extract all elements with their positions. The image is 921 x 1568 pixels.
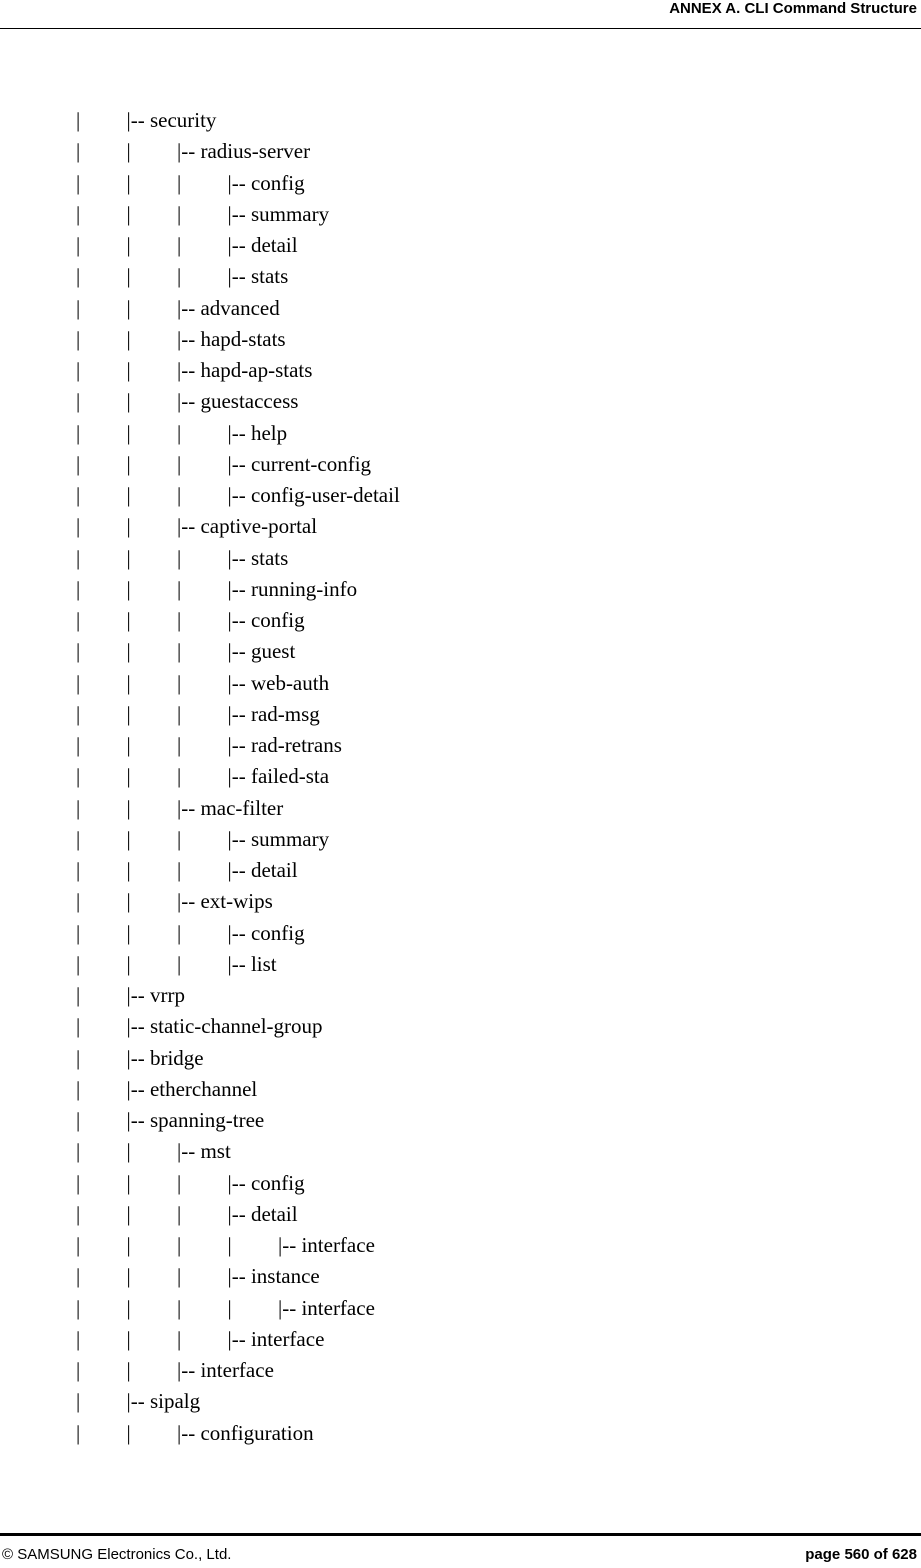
- tree-pipe: |: [76, 1201, 81, 1226]
- tree-pipe: |: [177, 639, 182, 664]
- tree-pipe: |: [76, 483, 81, 507]
- header-title: ANNEX A. CLI Command Structure: [669, 0, 917, 17]
- tree-branch-prefix: |--: [227, 1326, 251, 1351]
- tree-node-name: captive-portal: [200, 514, 318, 539]
- tree-pipe: |: [126, 576, 131, 601]
- tree-pipe: |: [177, 733, 182, 757]
- tree-pipe: |: [126, 326, 131, 351]
- tree-line: [0, 793, 921, 824]
- tree-branch-prefix: |--: [227, 858, 251, 882]
- tree-line: [0, 761, 921, 792]
- tree-line: [0, 918, 921, 949]
- tree-line: [0, 511, 921, 542]
- tree-branch-prefix: |--: [177, 295, 201, 320]
- tree-node-label: [127, 105, 217, 136]
- tree-branch-prefix: |--: [227, 483, 251, 507]
- tree-node-name: web-auth: [250, 670, 330, 695]
- tree-node-label: [228, 761, 330, 792]
- tree-pipe: |: [76, 826, 81, 851]
- tree-node-name: current-config: [250, 451, 372, 476]
- tree-branch-prefix: |--: [227, 701, 251, 726]
- tree-line: [0, 480, 921, 511]
- tree-pipe: |: [76, 1108, 81, 1132]
- tree-node-name: security: [149, 108, 217, 132]
- tree-node-name: bridge: [149, 1045, 204, 1070]
- tree-pipe: |: [76, 139, 81, 164]
- tree-node-label: [228, 199, 330, 230]
- tree-pipe: |: [126, 545, 131, 570]
- tree-line: [0, 1324, 921, 1355]
- tree-pipe: |: [177, 608, 182, 632]
- tree-pipe: |: [76, 889, 81, 914]
- tree-branch-prefix: |--: [177, 1358, 201, 1382]
- tree-line: [0, 886, 921, 917]
- tree-pipe: |: [76, 920, 81, 945]
- tree-branch-prefix: |--: [227, 545, 251, 570]
- tree-node-label: [228, 605, 305, 636]
- tree-node-name: rad-retrans: [250, 733, 342, 757]
- tree-line: [0, 1074, 921, 1105]
- tree-branch-prefix: |--: [177, 139, 201, 164]
- tree-node-label: [228, 918, 305, 949]
- tree-line: [0, 293, 921, 324]
- tree-branch-prefix: |--: [227, 733, 251, 757]
- tree-pipe: |: [126, 358, 131, 382]
- tree-line: [0, 980, 921, 1011]
- tree-node-name: help: [250, 420, 288, 445]
- tree-node-name: config: [250, 608, 305, 632]
- tree-pipe: |: [76, 170, 81, 195]
- tree-node-label: [228, 543, 289, 574]
- tree-node-name: configuration: [200, 1420, 314, 1445]
- tree-pipe: |: [76, 295, 81, 320]
- tree-line: [0, 1418, 921, 1449]
- tree-node-name: static-channel-group: [149, 1014, 323, 1039]
- tree-node-label: [228, 1261, 320, 1292]
- tree-line: [0, 418, 921, 449]
- tree-branch-prefix: |--: [126, 108, 150, 132]
- command-tree: [0, 105, 921, 1449]
- tree-line: [0, 1199, 921, 1230]
- tree-pipe: |: [126, 170, 131, 195]
- tree-node-name: vrrp: [149, 983, 185, 1007]
- tree-node-name: config-user-detail: [250, 483, 400, 507]
- tree-pipe: |: [177, 670, 182, 695]
- tree-line: [0, 668, 921, 699]
- page-header: [0, 0, 921, 29]
- tree-branch-prefix: |--: [227, 670, 251, 695]
- tree-node-name: radius-server: [200, 139, 311, 164]
- tree-node-name: stats: [250, 545, 289, 570]
- tree-branch-prefix: |--: [177, 889, 201, 914]
- tree-pipe: |: [76, 1233, 81, 1257]
- tree-pipe: |: [126, 1326, 131, 1351]
- tree-line: [0, 543, 921, 574]
- tree-node-label: [228, 730, 342, 761]
- tree-pipe: |: [76, 514, 81, 539]
- tree-node-name: interface: [301, 1233, 375, 1257]
- tree-node-label: [177, 386, 298, 417]
- tree-branch-prefix: |--: [227, 1201, 251, 1226]
- tree-node-label: [228, 824, 330, 855]
- tree-pipe: |: [126, 858, 131, 882]
- tree-node-name: failed-sta: [250, 764, 330, 789]
- tree-pipe: |: [126, 1139, 131, 1164]
- tree-line: [0, 1043, 921, 1074]
- tree-pipe: |: [76, 983, 81, 1007]
- tree-pipe: |: [76, 795, 81, 820]
- tree-branch-prefix: |--: [227, 451, 251, 476]
- tree-line: [0, 324, 921, 355]
- tree-node-label: [177, 324, 286, 355]
- tree-pipe: |: [76, 389, 81, 414]
- tree-branch-prefix: |--: [227, 920, 251, 945]
- tree-node-name: config: [250, 1170, 305, 1195]
- tree-branch-prefix: |--: [227, 1264, 251, 1289]
- tree-pipe: |: [177, 201, 182, 226]
- tree-pipe: |: [76, 1295, 81, 1320]
- tree-pipe: |: [126, 295, 131, 320]
- page-footer: [0, 1533, 921, 1568]
- tree-pipe: |: [126, 233, 131, 257]
- tree-pipe: |: [126, 920, 131, 945]
- tree-line: [0, 168, 921, 199]
- tree-node-label: [177, 136, 310, 167]
- tree-pipe: |: [126, 701, 131, 726]
- footer-copyright: © SAMSUNG Electronics Co., Ltd.: [2, 1546, 232, 1563]
- tree-node-label: [228, 418, 288, 449]
- tree-branch-prefix: |--: [278, 1295, 302, 1320]
- tree-branch-prefix: |--: [227, 1170, 251, 1195]
- tree-line: [0, 636, 921, 667]
- tree-line: [0, 230, 921, 261]
- tree-pipe: |: [76, 264, 81, 289]
- tree-node-label: [228, 668, 330, 699]
- tree-node-label: [228, 261, 289, 292]
- tree-pipe: |: [126, 1233, 131, 1257]
- tree-node-label: [127, 1043, 204, 1074]
- tree-node-label: [127, 1074, 258, 1105]
- tree-pipe: |: [177, 264, 182, 289]
- tree-pipe: |: [177, 764, 182, 789]
- tree-branch-prefix: |--: [126, 1014, 150, 1039]
- tree-node-name: config: [250, 170, 305, 195]
- tree-pipe: |: [76, 733, 81, 757]
- tree-node-label: [228, 636, 296, 667]
- tree-node-name: guest: [250, 639, 296, 664]
- tree-pipe: |: [126, 795, 131, 820]
- tree-node-name: sipalg: [149, 1389, 201, 1414]
- tree-pipe: |: [126, 1264, 131, 1289]
- tree-pipe: |: [76, 639, 81, 664]
- tree-branch-prefix: |--: [126, 1108, 150, 1132]
- tree-pipe: |: [76, 670, 81, 695]
- tree-pipe: |: [126, 1420, 131, 1445]
- tree-pipe: |: [126, 889, 131, 914]
- tree-pipe: |: [177, 951, 182, 976]
- tree-pipe: |: [76, 326, 81, 351]
- tree-pipe: |: [126, 389, 131, 414]
- tree-branch-prefix: |--: [177, 514, 201, 539]
- tree-pipe: |: [227, 1295, 232, 1320]
- tree-node-label: [228, 230, 298, 261]
- tree-node-label: [177, 1355, 274, 1386]
- tree-line: [0, 1230, 921, 1261]
- tree-pipe: |: [126, 451, 131, 476]
- tree-node-name: config: [250, 920, 305, 945]
- tree-line: [0, 1136, 921, 1167]
- tree-line: [0, 355, 921, 386]
- tree-line: [0, 136, 921, 167]
- tree-pipe: |: [76, 608, 81, 632]
- tree-line: [0, 1293, 921, 1324]
- tree-node-label: [127, 1011, 323, 1042]
- tree-node-name: etherchannel: [149, 1076, 258, 1101]
- tree-line: [0, 386, 921, 417]
- tree-pipe: |: [177, 1233, 182, 1257]
- tree-pipe: |: [76, 420, 81, 445]
- tree-line: [0, 449, 921, 480]
- tree-node-label: [228, 168, 305, 199]
- tree-node-name: spanning-tree: [149, 1108, 265, 1132]
- tree-pipe: |: [177, 701, 182, 726]
- tree-line: [0, 1168, 921, 1199]
- tree-pipe: |: [177, 858, 182, 882]
- tree-node-name: mac-filter: [200, 795, 284, 820]
- tree-node-label: [228, 855, 298, 886]
- tree-branch-prefix: |--: [227, 764, 251, 789]
- tree-pipe: |: [76, 1358, 81, 1382]
- tree-pipe: |: [177, 233, 182, 257]
- tree-pipe: |: [76, 701, 81, 726]
- tree-pipe: |: [76, 1389, 81, 1414]
- tree-node-label: [177, 1418, 314, 1449]
- tree-node-name: detail: [250, 858, 298, 882]
- tree-node-label: [228, 1168, 305, 1199]
- tree-node-label: [228, 574, 358, 605]
- tree-node-name: mst: [200, 1139, 231, 1164]
- tree-line: [0, 730, 921, 761]
- tree-pipe: |: [76, 951, 81, 976]
- tree-node-label: [177, 793, 283, 824]
- tree-pipe: |: [126, 514, 131, 539]
- tree-node-name: rad-msg: [250, 701, 320, 726]
- tree-node-label: [228, 480, 400, 511]
- tree-pipe: |: [76, 1420, 81, 1445]
- tree-pipe: |: [76, 764, 81, 789]
- tree-branch-prefix: |--: [227, 233, 251, 257]
- tree-node-label: [228, 1199, 298, 1230]
- tree-branch-prefix: |--: [177, 389, 201, 414]
- tree-pipe: |: [126, 264, 131, 289]
- tree-line: [0, 699, 921, 730]
- tree-branch-prefix: |--: [227, 639, 251, 664]
- tree-branch-prefix: |--: [177, 326, 201, 351]
- tree-pipe: |: [126, 483, 131, 507]
- tree-pipe: |: [177, 920, 182, 945]
- tree-pipe: |: [76, 201, 81, 226]
- tree-branch-prefix: |--: [227, 420, 251, 445]
- tree-pipe: |: [126, 1358, 131, 1382]
- tree-pipe: |: [76, 358, 81, 382]
- tree-node-name: advanced: [200, 295, 280, 320]
- tree-pipe: |: [177, 1295, 182, 1320]
- tree-pipe: |: [126, 639, 131, 664]
- tree-line: [0, 1261, 921, 1292]
- tree-pipe: |: [177, 170, 182, 195]
- tree-pipe: |: [177, 1264, 182, 1289]
- tree-node-label: [228, 949, 277, 980]
- tree-pipe: |: [177, 420, 182, 445]
- tree-node-label: [228, 1324, 325, 1355]
- tree-node-label: [228, 449, 372, 480]
- tree-branch-prefix: |--: [227, 170, 251, 195]
- tree-branch-prefix: |--: [227, 201, 251, 226]
- tree-node-name: list: [250, 951, 277, 976]
- tree-pipe: |: [126, 1295, 131, 1320]
- tree-node-name: summary: [250, 826, 330, 851]
- tree-node-label: [278, 1293, 375, 1324]
- tree-node-label: [228, 699, 320, 730]
- tree-node-name: detail: [250, 233, 298, 257]
- tree-pipe: |: [126, 733, 131, 757]
- tree-pipe: |: [177, 545, 182, 570]
- tree-node-name: interface: [301, 1295, 375, 1320]
- tree-pipe: |: [126, 951, 131, 976]
- tree-branch-prefix: |--: [126, 1389, 150, 1414]
- tree-pipe: |: [126, 420, 131, 445]
- tree-pipe: |: [177, 483, 182, 507]
- tree-pipe: |: [76, 233, 81, 257]
- tree-line: [0, 199, 921, 230]
- tree-pipe: |: [126, 826, 131, 851]
- tree-node-label: [177, 1136, 231, 1167]
- tree-node-name: guestaccess: [200, 389, 299, 414]
- tree-node-name: interface: [200, 1358, 274, 1382]
- tree-pipe: |: [177, 1326, 182, 1351]
- tree-node-name: ext-wips: [200, 889, 273, 914]
- tree-branch-prefix: |--: [227, 264, 251, 289]
- tree-branch-prefix: |--: [227, 608, 251, 632]
- tree-branch-prefix: |--: [126, 1045, 150, 1070]
- tree-line: [0, 105, 921, 136]
- tree-pipe: |: [76, 576, 81, 601]
- tree-pipe: |: [227, 1233, 232, 1257]
- tree-line: [0, 1386, 921, 1417]
- tree-pipe: |: [76, 1264, 81, 1289]
- tree-pipe: |: [177, 451, 182, 476]
- tree-node-name: interface: [250, 1326, 325, 1351]
- tree-pipe: |: [76, 858, 81, 882]
- tree-pipe: |: [76, 1045, 81, 1070]
- tree-node-label: [278, 1230, 375, 1261]
- tree-node-label: [177, 355, 312, 386]
- tree-pipe: |: [126, 139, 131, 164]
- tree-branch-prefix: |--: [126, 1076, 150, 1101]
- tree-node-name: detail: [250, 1201, 298, 1226]
- tree-pipe: |: [76, 1170, 81, 1195]
- tree-branch-prefix: |--: [177, 1420, 201, 1445]
- tree-pipe: |: [76, 1139, 81, 1164]
- tree-node-name: stats: [250, 264, 289, 289]
- tree-branch-prefix: |--: [126, 983, 150, 1007]
- tree-pipe: |: [126, 608, 131, 632]
- tree-node-label: [127, 1105, 265, 1136]
- tree-branch-prefix: |--: [227, 951, 251, 976]
- tree-node-name: summary: [250, 201, 330, 226]
- tree-branch-prefix: |--: [227, 576, 251, 601]
- tree-pipe: |: [177, 576, 182, 601]
- tree-node-name: instance: [250, 1264, 320, 1289]
- tree-node-label: [177, 293, 280, 324]
- tree-pipe: |: [76, 545, 81, 570]
- tree-pipe: |: [76, 1326, 81, 1351]
- tree-line: [0, 855, 921, 886]
- tree-node-name: hapd-ap-stats: [200, 358, 313, 382]
- tree-node-label: [177, 511, 317, 542]
- tree-node-label: [177, 886, 273, 917]
- tree-pipe: |: [177, 1170, 182, 1195]
- tree-pipe: |: [126, 201, 131, 226]
- tree-pipe: |: [76, 1076, 81, 1101]
- tree-branch-prefix: |--: [278, 1233, 302, 1257]
- tree-branch-prefix: |--: [177, 1139, 201, 1164]
- tree-branch-prefix: |--: [177, 795, 201, 820]
- tree-pipe: |: [76, 451, 81, 476]
- tree-pipe: |: [126, 764, 131, 789]
- tree-node-label: [127, 1386, 201, 1417]
- tree-node-label: [127, 980, 185, 1011]
- tree-pipe: |: [76, 108, 81, 132]
- tree-line: [0, 1355, 921, 1386]
- tree-pipe: |: [126, 1201, 131, 1226]
- tree-line: [0, 1011, 921, 1042]
- tree-node-name: running-info: [250, 576, 358, 601]
- tree-line: [0, 605, 921, 636]
- tree-line: [0, 1105, 921, 1136]
- tree-pipe: |: [76, 1014, 81, 1039]
- tree-pipe: |: [177, 826, 182, 851]
- tree-pipe: |: [126, 670, 131, 695]
- footer-page-number: page 560 of 628: [805, 1546, 917, 1563]
- tree-pipe: |: [126, 1170, 131, 1195]
- tree-line: [0, 574, 921, 605]
- tree-line: [0, 261, 921, 292]
- tree-pipe: |: [177, 1201, 182, 1226]
- tree-line: [0, 824, 921, 855]
- tree-branch-prefix: |--: [227, 826, 251, 851]
- tree-line: [0, 949, 921, 980]
- tree-node-name: hapd-stats: [200, 326, 286, 351]
- tree-branch-prefix: |--: [177, 358, 201, 382]
